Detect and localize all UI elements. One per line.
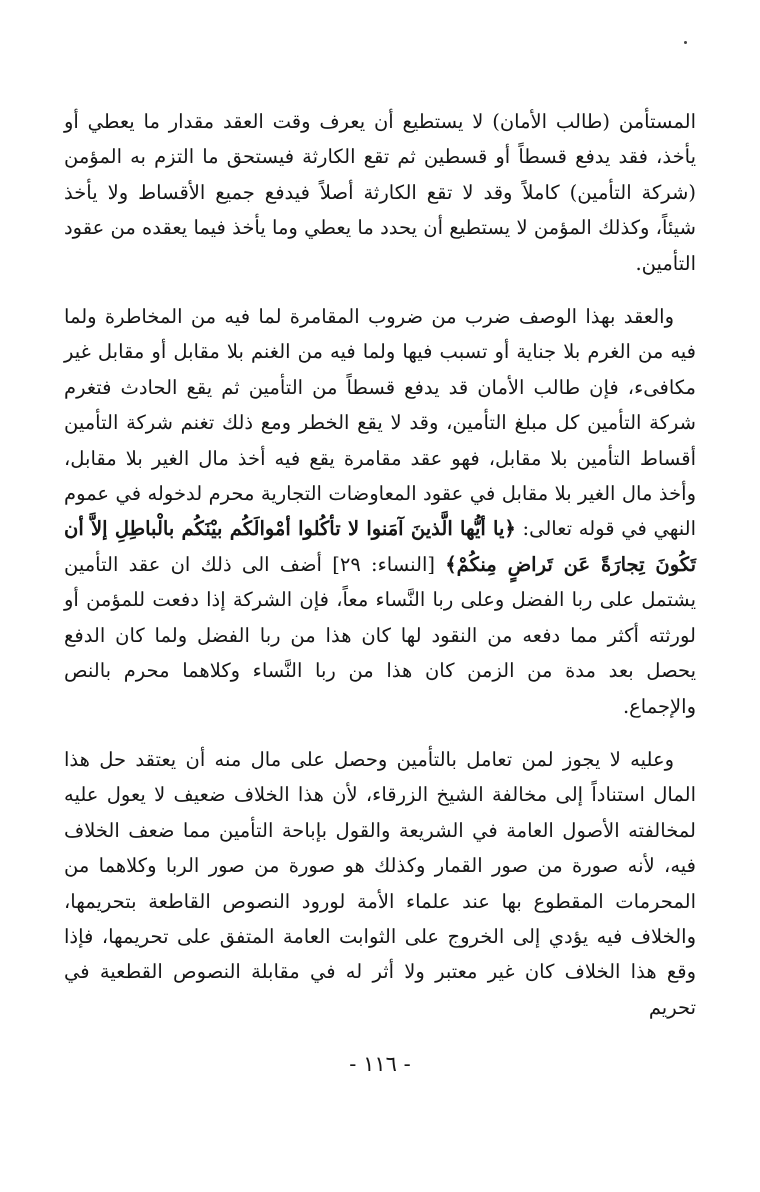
quran-verse: ﴿يا أيُّها الَّذينَ آمَنوا لا تأكُلوا أمْوالَكُم بيْنَكُم بالْباطِلِ إلاَّ أن تَكُونَ تِجارَةً عَن تَراضٍ مِنكُمْ﴾ (64, 517, 696, 576)
paragraph-2-text-after-verse: [النساء: ٢٩] أضف الى ذلك ان عقد التأمين يشتمل على ربا الفضل وعلى ربا النَّساء معاً، فإن الشركة إذا دفعت للمؤمن أو لورثته أكثر مما دفعه من النقود لها كان هذا من ربا الفضل ولما كان الدفع يحصل بعد مدة من الزمن كان هذا من ربا النَّساء وكلاهما محرم بالنص والإجماع. (64, 552, 696, 718)
paragraph-1: المستأمن (طالب الأمان) لا يستطيع أن يعرف وقت العقد مقدار ما يعطي أو يأخذ، فقد يدفع قسطاً أو قسطين ثم تقع الكارثة فيستحق ما التزم به المؤمن (شركة التأمين) كاملاً وقد لا تقع الكارثة أصلاً فيدفع جميع الأقساط ولا يأخذ شيئاً، وكذلك المؤمن لا يستطيع أن يحدد ما يعطي وما يأخذ فيما يعقده من عقود التأمين. (64, 110, 696, 275)
paragraph-2 (64, 299, 696, 724)
paragraph-2-text-before-verse: والعقد بهذا الوصف ضرب من ضروب المقامرة لما فيه من المخاطرة ولما فيه من الغرم بلا جناية أو تسبب فيها ولما فيه من الغنم بلا مقابل أو مقابل غير مكافىء، فإن طالب الأمان قد يدفع قسطاً من التأمين ثم يقع الحادث فتغرم شركة التأمين كل مبلغ التأمين، وقد لا يقع الخطر ومع ذلك تغنم شركة التأمين أقساط التأمين بلا مقابل، فهو عقد مقامرة يقع فيه أخذ مال الغير بلا مقابل، وأخذ مال الغير بلا مقابل في عقود المعاوضات التجارية محرم لدخوله في عموم النهي في قوله تعالى: (64, 305, 696, 541)
page-number: - ١١٦ - (349, 1052, 411, 1076)
paragraph-3: وعليه لا يجوز لمن تعامل بالتأمين وحصل على مال منه أن يعتقد حل هذا المال استناداً إلى مخالفة الشيخ الزرقاء، لأن هذا الخلاف ضعيف لا يعول عليه لمخالفته الأصول العامة في الشريعة والقول بإباحة التأمين مما ضعف الخلاف فيه، لأنه صورة من صور القمار وكذلك هو صورة من صور الربا وكلاهما من المحرمات المقطوع بها عند علماء الأمة لورود النصوص القاطعة بتحريمها، والخلاف فيه يؤدي إلى الخروج على الثوابت العامة المتفق على تحريمها، فإذا وقع هذا الخلاف كان غير معتبر ولا أثر له في مقابلة النصوص القطعية في تحريم (64, 747, 696, 1019)
page-body (64, 104, 696, 1025)
print-speck (684, 41, 687, 44)
